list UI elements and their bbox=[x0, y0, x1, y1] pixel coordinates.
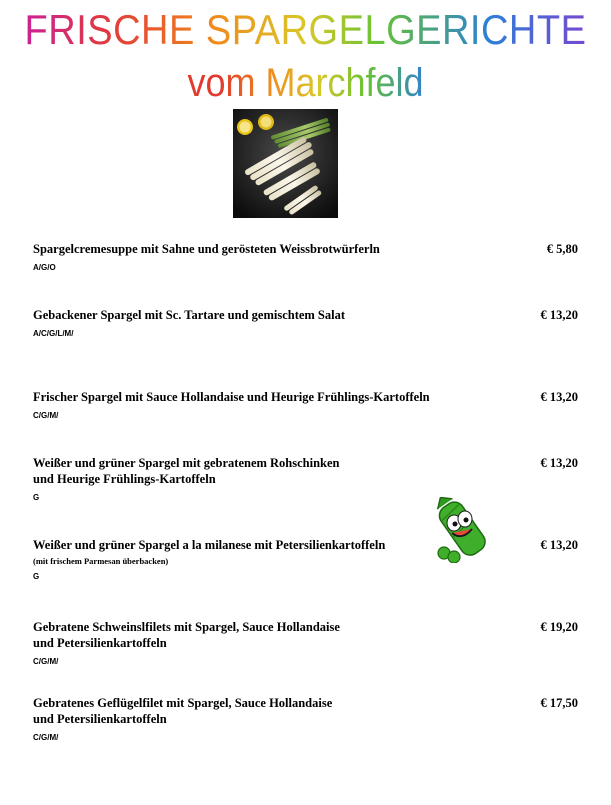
dish-price: € 13,20 bbox=[540, 390, 578, 404]
dish-price: € 13,20 bbox=[540, 538, 578, 552]
allergen-codes: A/C/G/L/M/ bbox=[33, 329, 74, 338]
dish-price: € 5,80 bbox=[546, 242, 578, 256]
menu-item bbox=[33, 537, 578, 582]
menu-title: FRISCHE SPARGELGERICHTE bbox=[0, 8, 611, 55]
dish-name: Frischer Spargel mit Sauce Hollandaise und Heurige Frühlings-Kartoffeln bbox=[33, 390, 430, 404]
dish-price: € 17,50 bbox=[540, 696, 578, 710]
allergen-codes: C/G/M/ bbox=[33, 411, 59, 420]
allergen-codes: A/G/O bbox=[33, 263, 56, 272]
menu-item bbox=[33, 619, 578, 667]
allergen-codes: G bbox=[33, 493, 40, 502]
allergen-codes: G bbox=[33, 572, 40, 581]
dish-name-line2: und Petersilienkartoffeln bbox=[33, 712, 167, 726]
menu-item bbox=[33, 389, 578, 421]
dish-price: € 13,20 bbox=[540, 456, 578, 470]
asparagus-photo bbox=[233, 109, 338, 218]
dish-name: Weißer und grüner Spargel mit gebratenem Rohschinken bbox=[33, 456, 340, 470]
asparagus-mascot-icon bbox=[432, 497, 492, 563]
dish-note: (mit frischem Parmesan überbacken) bbox=[33, 556, 169, 566]
dish-price: € 13,20 bbox=[540, 308, 578, 322]
dish-name: Gebratene Schweinslfilets mit Spargel, Sauce Hollandaise bbox=[33, 620, 340, 634]
allergen-codes: C/G/M/ bbox=[33, 733, 59, 742]
dish-name: Gebratenes Geflügelfilet mit Spargel, Sauce Hollandaise bbox=[33, 696, 333, 710]
dish-price: € 19,20 bbox=[540, 620, 578, 634]
dish-name-line2: und Petersilienkartoffeln bbox=[33, 636, 167, 650]
dish-name: Spargelcremesuppe mit Sahne und gerösteten Weissbrotwürferln bbox=[33, 242, 380, 256]
allergen-codes: C/G/M/ bbox=[33, 657, 59, 666]
menu-item bbox=[33, 241, 578, 273]
menu-subtitle: vom Marchfeld bbox=[0, 60, 611, 106]
menu-item bbox=[33, 307, 578, 339]
dish-name-line2: und Heurige Frühlings-Kartoffeln bbox=[33, 472, 216, 486]
dish-name: Weißer und grüner Spargel a la milanese mit Petersilienkartoffeln bbox=[33, 538, 386, 552]
dish-name: Gebackener Spargel mit Sc. Tartare und gemischtem Salat bbox=[33, 308, 346, 322]
menu-item bbox=[33, 695, 578, 743]
menu-item bbox=[33, 455, 578, 503]
